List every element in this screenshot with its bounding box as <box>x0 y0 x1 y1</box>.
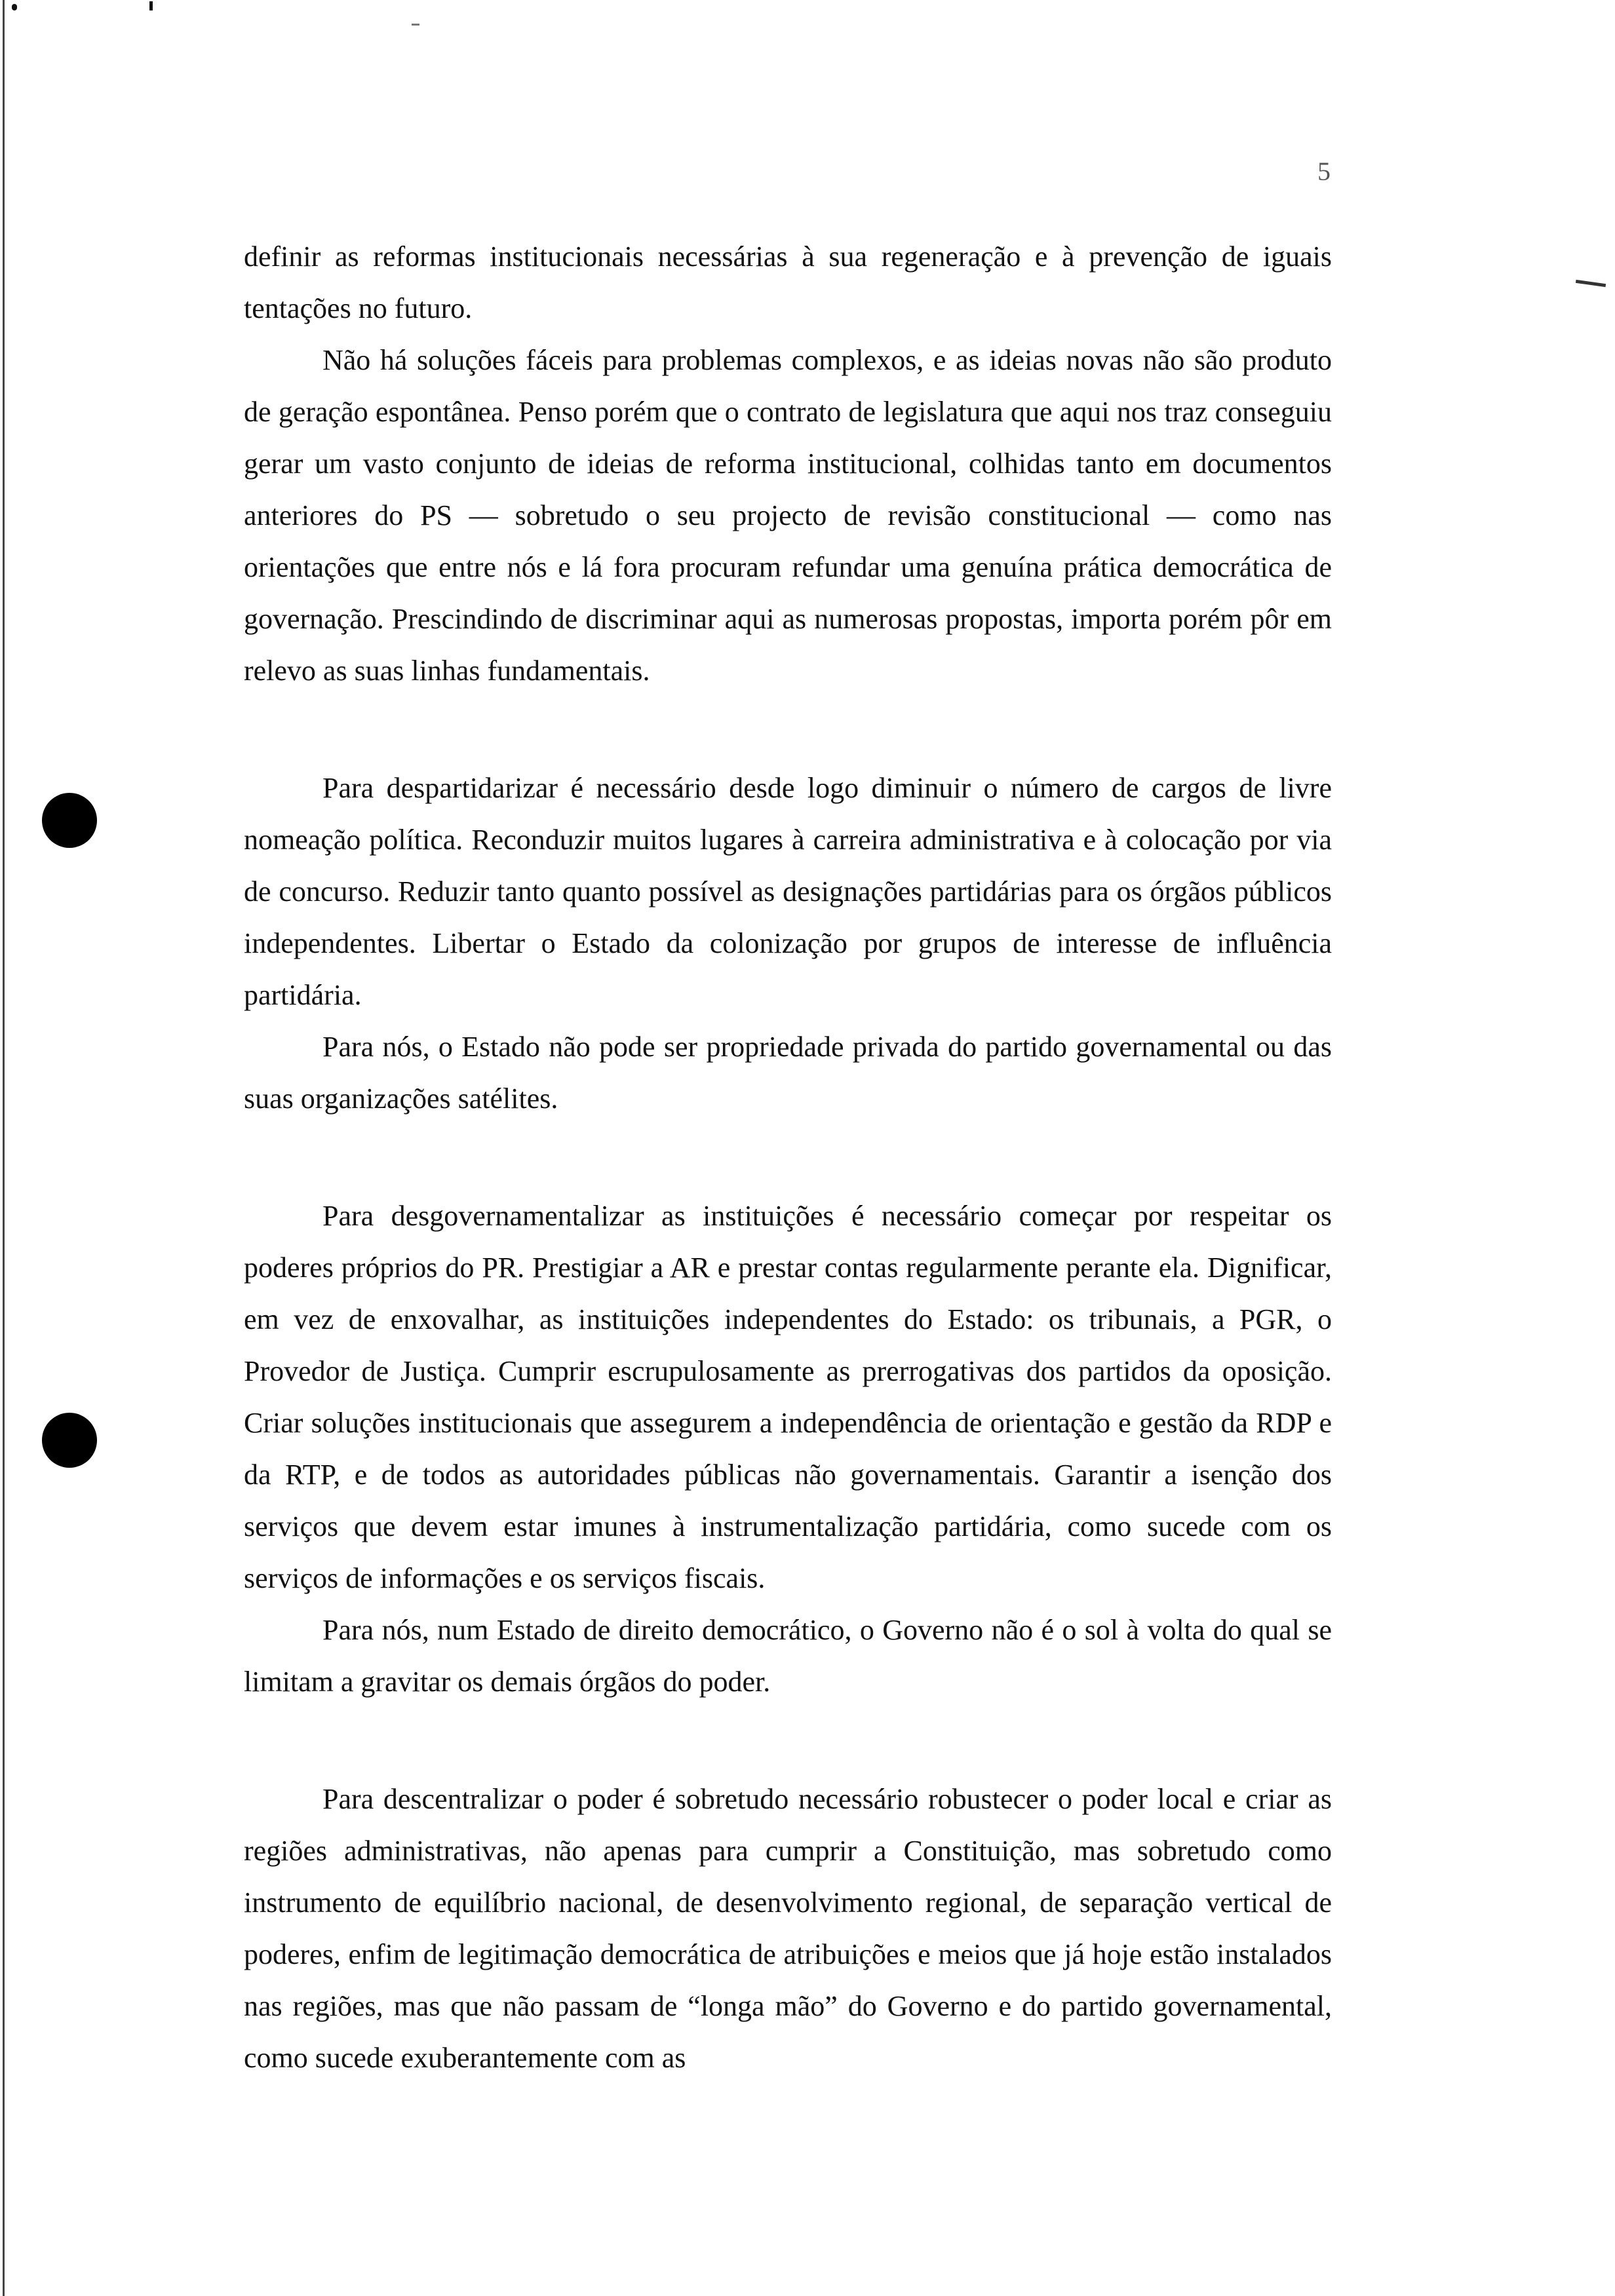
scan-speck <box>412 24 419 26</box>
scan-speck <box>12 4 17 10</box>
paragraph: Para nós, o Estado não pode ser propriedade privada do partido governamental ou das suas organizações satélites. <box>244 1031 1332 1115</box>
body-text <box>244 231 1332 2084</box>
paragraph: Para despartidarizar é necessário desde logo diminuir o número de cargos de livre nomeação política. Reconduzir muitos lugares à carreira administrativa e à colocação por via de concurso. Reduzir tanto quanto possível as designações partidárias para os órgãos públicos independentes. Libertar o Estado da colonização por grupos de interesse de influência partidária. <box>244 772 1332 1011</box>
paragraph: Para nós, num Estado de direito democrático, o Governo não é o sol à volta do qual se limitam a gravitar os demais órgãos do poder. <box>244 1614 1332 1698</box>
scan-edge-line <box>3 0 5 2296</box>
paragraph: Não há soluções fáceis para problemas complexos, e as ideias novas não são produto de geração espontânea. Penso porém que o contrato de legislatura que aqui nos traz conseguiu gerar um vasto conjunto de ideias de reforma institucional, colhidas tanto em documentos anteriores do PS — sobretudo o seu projecto de revisão constitucional — como nas orientações que entre nós e lá fora procuram refundar uma genuína prática democrática de governação. Prescindindo de discriminar aqui as numerosas propostas, importa porém pôr em relevo as suas linhas fundamentais. <box>244 344 1332 687</box>
page-number: 5 <box>1317 157 1331 186</box>
paragraph: Para descentralizar o poder é sobretudo necessário robustecer o poder local e criar as regiões administrativas, não apenas para cumprir a Constituição, mas sobretudo como instrumento de equilíbrio nacional, de desenvolvimento regional, de separação vertical de poderes, enfim de legitimação democrática de atribuições e meios que já hoje estão instalados nas regiões, mas que não passam de “longa mão” do Governo e do partido governamental, como sucede exuberantemente com as <box>244 1783 1332 2074</box>
paragraph: definir as reformas institucionais necessárias à sua regeneração e à prevenção de iguais tentações no futuro. <box>244 240 1332 324</box>
scan-speck <box>1576 280 1606 287</box>
punch-hole <box>42 793 97 848</box>
punch-hole <box>42 1413 97 1468</box>
paragraph: Para desgovernamentalizar as instituições é necessário começar por respeitar os poderes próprios do PR. Prestigiar a AR e prestar contas regularmente perante ela. Dignificar, em vez de enxovalhar, as instituições independentes do Estado: os tribunais, a PGR, o Provedor de Justiça. Cumprir escrupulosamente as prerrogativas dos partidos da oposição. Criar soluções institucionais que assegurem a independência de orientação e gestão da RDP e da RTP, e de todos as autoridades públicas não governamentais. Garantir a isenção dos serviços que devem estar imunes à instrumentalização partidária, como sucede com os serviços de informações e os serviços fiscais. <box>244 1200 1332 1594</box>
scan-speck <box>149 1 153 10</box>
